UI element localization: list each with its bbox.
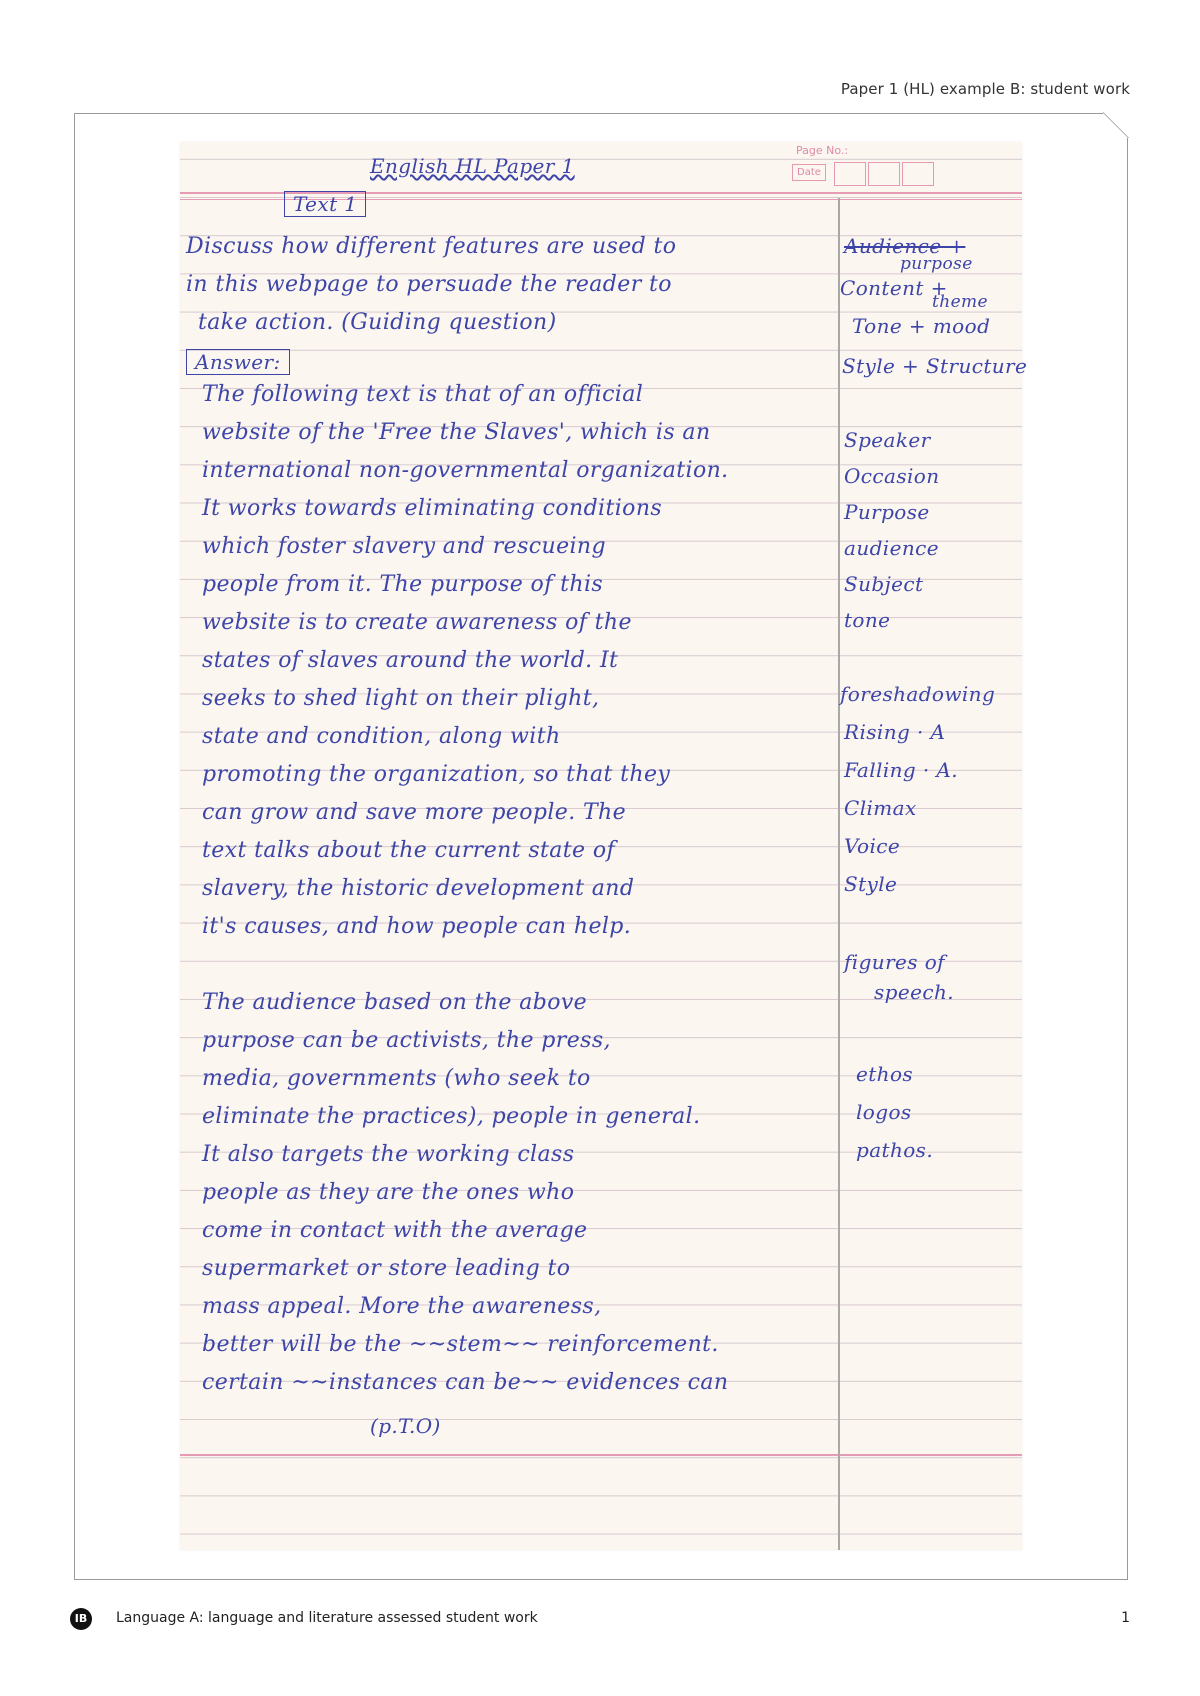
answer-line: The following text is that of an official [202,382,644,407]
answer-line: It works towards eliminating conditions [202,496,663,521]
page-number: 1 [1121,1610,1130,1626]
margin-note: pathos. [856,1138,934,1162]
question-line-2: in this webpage to persuade the reader to [186,272,672,297]
footer-text: Language A: language and literature assessed student work [116,1610,538,1626]
margin-note: Style + Structure [842,354,1028,378]
date-cell [902,162,934,186]
answer-line: The audience based on the above [202,990,588,1015]
margin-note: tone [844,608,891,632]
pto-note: (p.T.O) [370,1414,441,1438]
margin-note: Style [844,872,898,896]
answer-line: website of the 'Free the Slaves', which is an [202,420,711,445]
page-title: English HL Paper 1 [370,154,575,178]
answer-line: It also targets the working class [202,1142,575,1167]
margin-note: purpose [900,254,973,274]
answer-line: international non-governmental organization. [202,458,729,483]
margin-note: theme [932,292,989,312]
answer-line: mass appeal. More the awareness, [202,1294,602,1319]
margin-note: Climax [844,796,917,820]
margin-note: Occasion [844,464,940,488]
date-label: Date [792,164,826,181]
answer-line: which foster slavery and rescueing [202,534,606,559]
answer-line: state and condition, along with [202,724,561,749]
answer-line: promoting the organization, so that they [202,762,671,787]
answer-label: Answer: [186,349,290,375]
date-cell [834,162,866,186]
margin-note: speech. [874,980,954,1004]
ib-logo-icon: IB [70,1608,92,1630]
text-label-wrap [284,192,366,216]
question-line-1: Discuss how different features are used to [186,234,677,259]
answer-line: it's causes, and how people can help. [202,914,632,939]
date-cell [868,162,900,186]
answer-label-wrap [186,350,290,374]
answer-line: can grow and save more people. The [202,800,627,825]
answer-line: supermarket or store leading to [202,1256,571,1281]
margin-note: logos [856,1100,912,1124]
answer-line: better will be the ~~stem~~ reinforcement. [202,1332,719,1357]
margin-note: foreshadowing [840,682,996,706]
text-label: Text 1 [284,191,366,217]
notebook-page [180,142,1028,1550]
margin-note: Falling · A. [844,758,958,782]
answer-line: states of slaves around the world. It [202,648,619,673]
answer-line: seeks to shed light on their plight, [202,686,600,711]
margin-line [838,198,840,1550]
answer-line: eliminate the practices), people in general. [202,1104,701,1129]
page-no-label: Page No.: [796,144,849,157]
answer-line: website is to create awareness of the [202,610,632,635]
answer-line: text talks about the current state of [202,838,616,863]
margin-note: ethos [856,1062,914,1086]
page-fold-corner [1103,112,1129,138]
bottom-ruled-line [180,1454,1022,1456]
answer-line: certain ~~instances can be~~ evidences can [202,1370,729,1395]
margin-note: Audience + [844,234,966,258]
margin-note: Speaker [844,428,931,452]
margin-note: audience [844,536,939,560]
margin-note: Voice [844,834,901,858]
margin-note: Rising · A [844,720,946,744]
margin-note: Tone + mood [852,314,991,338]
answer-line: people as they are the ones who [202,1180,575,1205]
page-number-box [790,142,948,192]
running-header: Paper 1 (HL) example B: student work [840,80,1130,98]
question-line-3: take action. (Guiding question) [198,310,557,335]
margin-note: Content + [840,276,948,300]
margin-note: Subject [844,572,924,596]
margin-note: Purpose [844,500,930,524]
answer-line: slavery, the historic development and [202,876,635,901]
answer-line: media, governments (who seek to [202,1066,591,1091]
answer-line: purpose can be activists, the press, [202,1028,611,1053]
answer-line: come in contact with the average [202,1218,588,1243]
answer-line: people from it. The purpose of this [202,572,604,597]
margin-note: figures of [844,950,945,974]
